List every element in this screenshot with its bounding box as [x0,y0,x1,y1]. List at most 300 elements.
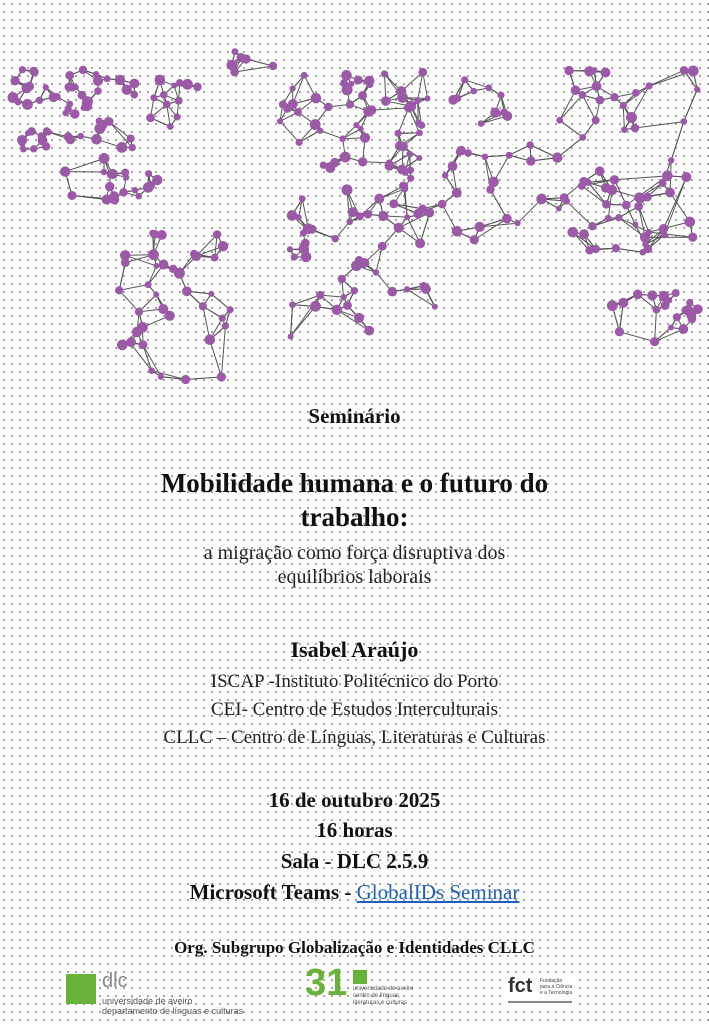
network-node [301,72,308,79]
network-edge [664,177,686,235]
network-node [299,195,306,202]
network-node [288,99,298,109]
network-node [620,102,627,109]
network-node [605,215,612,222]
network-node [485,84,492,91]
fct-line-3: e a Tecnologia [540,990,573,996]
network-node [107,172,114,179]
network-node [482,153,489,160]
network-node [135,308,143,316]
network-node [160,91,168,99]
network-node [25,130,31,136]
network-node [632,222,638,228]
network-node [43,84,49,90]
network-node [373,269,380,276]
network-node [470,88,477,95]
network-edge [485,155,509,157]
network-node [299,244,309,254]
network-node [596,96,605,105]
dlc-logo-line-2: departamento de línguas e culturas [102,1006,244,1016]
network-node [364,326,374,336]
network-node [30,145,37,152]
network-node [607,300,618,311]
network-node [93,76,103,86]
network-node [688,233,697,242]
network-node [490,108,500,118]
title-line-1: Mobilidade humana e o futuro do [160,468,549,498]
network-node [585,179,592,186]
network-node [145,281,152,288]
subtitle-line-2: equilíbrios laborais [277,566,432,588]
network-node [25,82,34,91]
network-node [143,182,154,193]
network-node [418,205,427,214]
network-node [693,304,703,314]
network-node [68,191,77,200]
network-edge [280,121,299,142]
network-node [646,229,653,236]
network-node [632,89,640,97]
network-node [121,258,130,267]
network-node [231,48,238,55]
anniv-line-1: universidade de aveiro [353,986,414,992]
network-node [592,245,600,253]
network-node [226,60,237,71]
network-node [610,93,618,101]
network-node [94,87,102,95]
network-node [631,124,640,133]
network-node [340,152,351,163]
network-node [213,230,222,239]
event-online [0,877,709,908]
network-node [119,188,127,196]
anniv-line-2: centro de línguas, [353,993,401,999]
network-node [115,286,123,294]
network-node [588,222,596,230]
network-edge [635,122,684,128]
network-edge [655,310,657,342]
network-node [217,372,226,381]
anniv-line-3: literaturas e culturas [353,1000,408,1006]
network-node [571,86,580,95]
network-node [158,373,164,379]
network-node [634,192,644,202]
network-node [442,172,449,179]
network-node [343,301,352,310]
network-node [398,141,408,151]
network-node [332,305,342,315]
network-node [153,292,159,298]
network-node [288,333,294,339]
network-node [10,76,19,85]
network-node [653,306,661,314]
network-node [438,200,447,209]
network-node [502,214,512,224]
network-node [364,210,372,218]
network-node [277,118,283,124]
network-edge [65,158,104,171]
network-node [19,66,26,73]
network-node [342,184,353,195]
network-node [578,182,586,190]
network-edge [649,222,690,232]
network-node [227,306,234,313]
speaker-affiliation-3: CLLC – Centro de Línguas, Literaturas e Culturas [163,727,546,748]
network-node [339,135,346,142]
network-node [644,245,652,253]
network-node [340,294,346,300]
network-node [416,129,423,136]
title-line-2: trabalho: [300,502,409,532]
network-node [316,291,324,299]
network-node [346,219,353,226]
network-node [360,133,370,143]
network-edge [684,89,697,121]
network-node [150,94,157,101]
seminar-title [0,466,709,534]
network-node [303,225,312,234]
network-node [294,108,302,116]
network-node [237,53,246,62]
network-node [135,193,142,200]
network-node [592,81,602,91]
network-node [452,188,462,198]
network-node [662,171,673,182]
network-edge [614,176,667,180]
network-node [415,238,425,248]
network-node [66,135,76,145]
network-node [688,65,699,76]
network-node [181,375,190,384]
network-node [191,251,201,261]
network-node [346,100,354,108]
network-node [115,75,125,85]
network-node [607,185,617,195]
network-node [686,299,693,306]
network-node [279,101,287,109]
network-node [341,70,352,81]
network-node [310,301,321,312]
network-node [665,188,675,198]
network-edge [619,332,654,342]
network-node [145,170,152,177]
network-node [102,194,112,204]
dlc-logo-line-1: universidade de aveiro [102,996,193,1006]
network-node [218,241,228,251]
network-node [42,142,50,150]
network-node [592,116,600,124]
dlc-logo-text: dlc [102,970,128,992]
network-node [396,86,406,96]
network-edge [186,377,222,380]
network-edge [566,201,592,226]
network-node [354,313,364,323]
network-node [378,242,387,251]
network-node [404,214,410,220]
network-node [633,290,643,300]
network-node [289,301,296,308]
network-node [680,66,689,75]
network-node [29,67,38,76]
network-node [332,235,339,242]
network-node [668,157,674,163]
network-node [159,260,169,270]
network-node [668,325,674,331]
network-node [567,227,578,238]
network-node [456,149,463,156]
network-node [338,275,346,283]
network-node [536,194,547,205]
network-node [615,214,622,221]
network-edge [210,340,222,377]
network-node [389,199,398,208]
network-node [502,111,512,121]
network-node [148,249,159,260]
network-node [683,305,694,316]
event-type-label: Seminário [308,404,401,428]
network-node [122,84,132,94]
network-node [416,155,422,161]
network-node [182,79,193,90]
network-node [421,284,431,294]
network-node [49,93,59,103]
network-node [79,66,87,74]
network-node [650,337,659,346]
network-node [425,95,431,101]
network-node [358,157,367,166]
network-edge [649,232,693,237]
network-node [222,322,229,329]
network-node [591,67,597,73]
event-room: Sala - DLC 2.5.9 [280,849,429,873]
network-node [287,246,293,252]
network-edge [671,122,684,161]
network-node [167,123,174,130]
network-node [461,76,468,83]
network-node [526,156,535,165]
network-node [595,166,605,176]
network-node [358,91,367,100]
network-node [351,287,358,294]
network-edge [291,305,293,337]
network-node [552,152,562,162]
network-node [498,92,505,99]
network-node [65,71,74,80]
network-node [600,67,610,77]
network-node [353,122,359,128]
network-node [129,144,136,151]
organizer-line: Org. Subgrupo Globalização e Identidades CLLC [174,938,535,957]
network-node [643,193,652,202]
network-node [354,75,363,84]
network-node [478,120,485,127]
network-node [78,91,87,100]
network-node [622,201,631,210]
event-time: 16 horas [316,818,393,842]
network-node [401,185,408,192]
network-node [432,304,438,310]
cllc-logo-mark [353,970,367,984]
subtitle-line-1: a migração como força disruptiva dos [203,542,506,564]
fct-line-1: Fundação [540,978,563,984]
network-node [414,97,421,104]
network-node [7,92,18,103]
network-node [564,66,573,75]
network-edge [152,371,186,380]
speaker-affiliation-2: CEI- Centro de Estudos Interculturais [210,699,499,720]
network-node [348,81,354,87]
network-edge [221,326,225,377]
network-node [612,244,620,252]
network-node [208,291,214,297]
network-node [193,83,202,92]
network-node [153,263,159,269]
network-node [82,102,91,111]
network-node [132,187,138,193]
network-node [659,224,669,234]
network-edge [299,131,320,143]
network-node [526,141,533,148]
network-edge [410,154,411,178]
network-node [126,337,136,347]
network-node [621,126,628,133]
network-node [385,161,395,171]
network-node [556,117,563,124]
network-edge [490,190,506,219]
network-node [311,93,322,104]
network-node [602,200,611,209]
network-node [211,254,219,262]
world-network-map [0,40,709,400]
network-node [464,149,472,157]
network-node [364,76,374,86]
network-node [163,101,171,109]
network-node [205,334,216,345]
network-node [121,169,129,177]
network-node [66,101,73,108]
network-edge [371,108,408,110]
network-node [488,177,499,188]
network-node [157,230,167,240]
network-node [394,130,401,137]
network-node [647,290,657,300]
network-node [381,70,388,77]
network-node [404,286,410,292]
network-node [269,62,277,70]
network-node [402,169,409,176]
anniversary-number: 31 [305,962,348,1004]
network-node [556,206,562,212]
network-node [681,172,691,182]
fct-line-2: para a Ciência [540,984,573,990]
network-node [77,133,84,140]
network-node [290,85,296,91]
network-node [104,75,111,82]
network-node [418,68,427,77]
network-node [199,302,207,310]
network-node [394,223,404,233]
network-edge [119,290,139,311]
network-node [68,83,76,91]
network-node [506,152,513,159]
network-node [175,97,183,105]
network-node [666,297,672,303]
fct-logo [506,975,576,1011]
network-node [174,268,185,279]
network-node [219,315,226,322]
fct-logo-text: fct [508,975,533,997]
network-node [171,82,177,88]
speaker-name: Isabel Araújo [290,637,419,662]
network-node [415,119,422,126]
network-edge [320,131,343,139]
network-node [694,86,700,92]
network-node [22,99,33,110]
network-edge [119,285,148,291]
network-edge [337,310,369,331]
network-node [672,289,680,297]
network-node [296,139,303,146]
network-node [146,113,155,122]
network-node [320,161,327,168]
network-edge [211,294,230,310]
network-node [36,97,43,104]
network-node [618,298,628,308]
dlc-logo-mark [66,974,96,1004]
network-node [182,286,192,296]
network-node [406,151,413,158]
network-node [165,311,175,321]
network-node [470,235,479,244]
network-node [116,142,127,153]
network-node [130,91,138,99]
fct-logo-rule [508,1001,572,1003]
network-node [117,340,128,351]
network-node [560,193,569,202]
network-node [152,175,162,185]
network-node [515,220,521,226]
online-platform-label: Microsoft Teams - [189,880,357,904]
network-node [351,260,362,271]
network-node [324,103,333,112]
network-node [579,229,589,239]
network-node [348,207,358,217]
network-node [646,82,653,89]
network-node [148,367,155,374]
seminar-subtitle [0,541,709,589]
network-node [378,211,388,221]
cllc-anniversary-logo [305,962,455,1014]
network-node [105,182,114,191]
network-node [680,118,687,125]
network-node [367,105,377,115]
network-node [99,153,110,164]
network-node [138,340,147,349]
network-node [678,324,688,334]
network-node [60,166,70,176]
network-node [673,313,681,321]
network-node [291,253,298,260]
speaker-affiliation-1: ISCAP -Instituto Politécnico do Porto [210,671,499,692]
network-node [381,96,391,106]
dlc-logo [66,968,246,1018]
teams-link[interactable]: GlobalIDs Seminar [356,880,520,904]
network-node [685,217,696,228]
network-node [310,119,321,130]
network-edge [72,195,107,199]
network-node [626,112,637,123]
network-node [173,113,180,120]
